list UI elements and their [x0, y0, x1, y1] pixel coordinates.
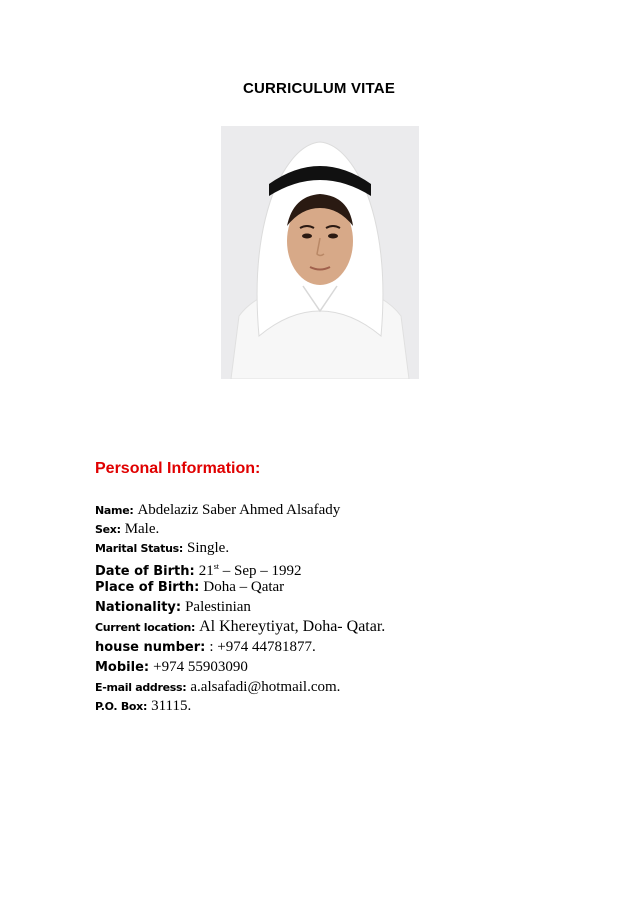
dob-label: Date of Birth: — [95, 564, 195, 579]
marital-row — [95, 538, 565, 557]
pobox-row — [95, 696, 565, 715]
location-row — [95, 617, 565, 637]
sex-label: Sex: — [95, 523, 121, 536]
pob-value: Doha – Qatar — [203, 579, 285, 595]
dob-row — [95, 557, 565, 577]
mobile-value: +974 55903090 — [153, 659, 248, 675]
personal-info-list — [95, 500, 565, 715]
sex-row — [95, 519, 565, 538]
pobox-label: P.O. Box: — [95, 700, 148, 713]
location-value: Al Khereytiyat, Doha- Qatar. — [199, 618, 386, 635]
email-label: E-mail address: — [95, 681, 187, 694]
email-value: a.alsafadi@hotmail.com. — [190, 679, 341, 695]
dob-day: 21 — [198, 563, 214, 579]
nationality-label: Nationality: — [95, 600, 182, 615]
pob-row — [95, 577, 565, 597]
nationality-value: Palestinian — [185, 599, 251, 615]
name-label: Name: — [95, 504, 134, 517]
name-row — [95, 500, 565, 519]
marital-value: Single. — [187, 540, 230, 556]
dob-rest: – Sep – 1992 — [219, 563, 302, 579]
house-label: house number: — [95, 640, 206, 655]
sex-value: Male. — [124, 521, 160, 537]
personal-info-heading: Personal Information: — [95, 460, 261, 477]
house-value: : +974 44781877. — [209, 639, 316, 655]
pob-label: Place of Birth: — [95, 580, 200, 595]
pobox-value: 31115. — [151, 698, 192, 714]
mobile-label: Mobile: — [95, 660, 150, 675]
dob-suffix: st — [213, 562, 220, 571]
marital-label: Marital Status: — [95, 542, 183, 555]
mobile-row — [95, 657, 565, 677]
cv-title: CURRICULUM VITAE — [242, 80, 396, 97]
name-value: Abdelaziz Saber Ahmed Alsafady — [137, 502, 341, 518]
email-row — [95, 677, 565, 696]
house-row — [95, 637, 565, 657]
profile-photo — [221, 126, 419, 379]
nationality-row — [95, 597, 565, 617]
location-label: Current location: — [95, 621, 196, 634]
